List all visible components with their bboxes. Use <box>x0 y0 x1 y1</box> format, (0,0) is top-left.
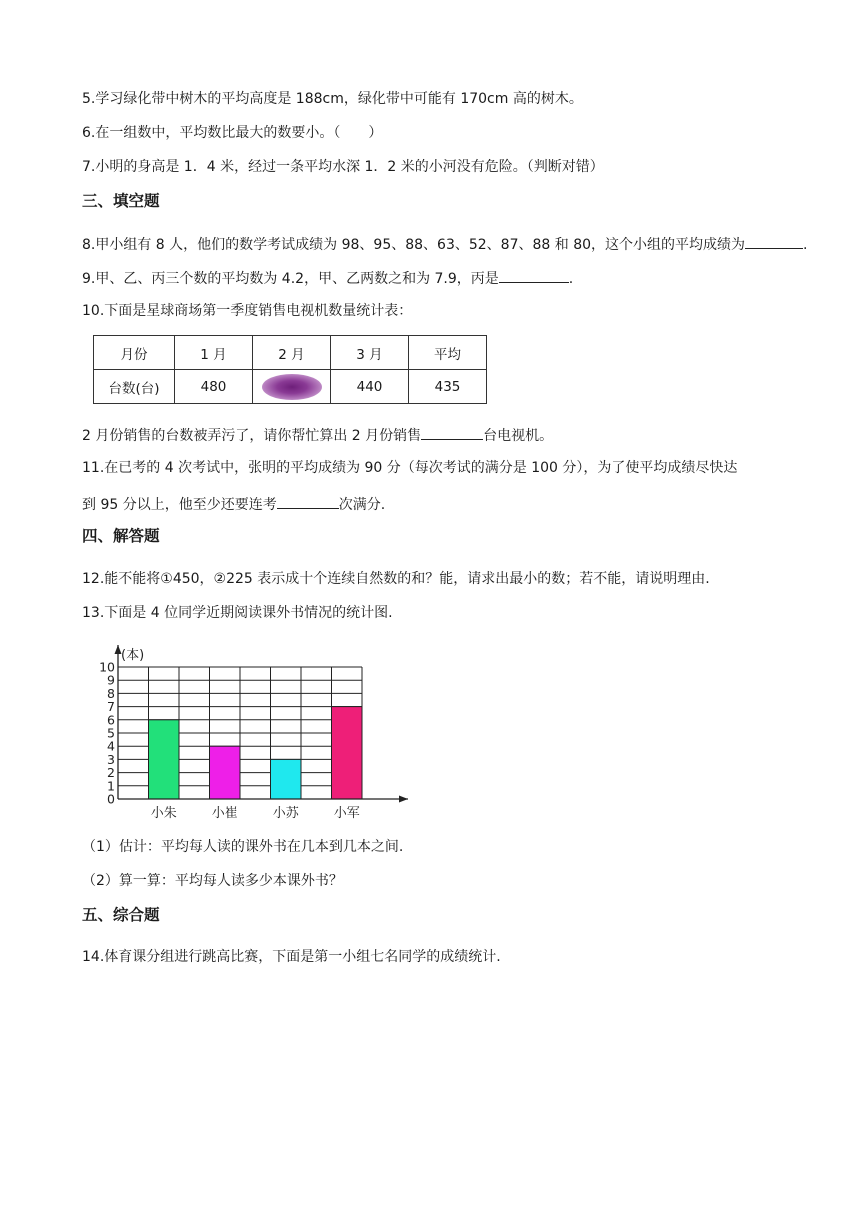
y-tick-label: 5 <box>107 725 115 741</box>
question-8-text: 8.甲小组有 8 人，他们的数学考试成绩为 98、95、88、63、52、87、88 和 80，这个小组的平均成绩为 <box>82 237 746 253</box>
table-cell: 3 月 <box>331 336 409 370</box>
question-6: 6.在一组数中，平均数比最大的数要小。（ ） <box>82 125 383 141</box>
question-5: 5.学习绿化带中树木的平均高度是 188cm，绿化带中可能有 170cm 高的树木。 <box>82 91 583 107</box>
question-8 <box>82 233 807 255</box>
x-category-label: 小崔 <box>211 806 238 821</box>
answer-blank <box>745 233 803 249</box>
y-tick-label: 9 <box>107 672 115 688</box>
sales-table <box>93 335 487 404</box>
x-category-label: 小苏 <box>272 806 299 821</box>
question-8-end: . <box>803 237 808 253</box>
answer-blank <box>421 424 483 440</box>
bar-小军 <box>332 707 363 799</box>
question-13: 13.下面是 4 位同学近期阅读课外书情况的统计图. <box>82 605 393 621</box>
question-11-line-2 <box>82 493 385 515</box>
table-header-row <box>94 336 487 370</box>
question-10-intro: 10.下面是星球商场第一季度销售电视机数量统计表： <box>82 303 413 319</box>
question-10-text-b: 台电视机。 <box>483 428 554 444</box>
question-11-line-1: 11.在已考的 4 次考试中，张明的平均成绩为 90 分（每次考试的满分是 100 分），为了使平均成绩尽快达 <box>82 460 738 476</box>
question-9-end: . <box>568 271 574 287</box>
y-tick-label: 1 <box>107 778 115 794</box>
table-cell: 台数(台) <box>94 370 175 404</box>
y-tick-label: 8 <box>107 685 115 701</box>
bar-小朱 <box>149 720 180 799</box>
y-tick-label: 6 <box>107 712 115 728</box>
bar-小苏 <box>271 759 302 799</box>
table-cell: 1 月 <box>175 336 253 370</box>
y-tick-label: 7 <box>107 699 115 715</box>
question-12: 12.能不能将①450，②225 表示成十个连续自然数的和？能，请求出最小的数；若不能，请说明理由. <box>82 571 710 587</box>
x-category-label: 小朱 <box>150 806 177 821</box>
section-5-heading: 五、综合题 <box>82 906 160 924</box>
ink-smudge <box>262 374 322 400</box>
table-cell: 440 <box>331 370 409 404</box>
table-cell: 480 <box>175 370 253 404</box>
bar-chart <box>88 640 428 830</box>
answer-blank <box>499 267 569 283</box>
bar-小崔 <box>210 746 241 799</box>
section-3-heading: 三、填空题 <box>82 192 160 210</box>
table-cell: 2 月 <box>253 336 331 370</box>
y-tick-label: 4 <box>107 738 115 754</box>
y-tick-label: 2 <box>107 765 115 781</box>
answer-blank <box>277 493 339 509</box>
question-11-text-a: 到 95 分以上，他至少还要连考 <box>82 497 277 513</box>
y-tick-label: 10 <box>99 659 115 675</box>
question-13-part-1: （1）估计：平均每人读的课外书在几本到几本之间. <box>82 839 404 855</box>
y-tick-label: 0 <box>107 791 115 807</box>
y-tick-label: 3 <box>107 751 115 767</box>
table-row <box>94 370 487 404</box>
table-cell: 平均 <box>409 336 487 370</box>
section-4-heading: 四、解答题 <box>82 527 160 545</box>
question-11-text-b: 次满分. <box>338 497 386 513</box>
table-cell: 月份 <box>94 336 175 370</box>
table-cell-smudged <box>253 370 331 404</box>
question-10-followup <box>82 424 553 446</box>
question-14: 14.体育课分组进行跳高比赛，下面是第一小组七名同学的成绩统计. <box>82 949 501 965</box>
y-axis-label: (本) <box>121 648 145 663</box>
question-10-text-a: 2 月份销售的台数被弄污了，请你帮忙算出 2 月份销售 <box>82 428 422 444</box>
question-9 <box>82 267 573 289</box>
question-7: 7.小明的身高是 1．4 米，经过一条平均水深 1．2 米的小河没有危险。（判断对错） <box>82 159 604 175</box>
question-13-part-2: （2）算一算：平均每人读多少本课外书？ <box>82 873 343 889</box>
table-cell: 435 <box>409 370 487 404</box>
question-9-text: 9.甲、乙、丙三个数的平均数为 4.2，甲、乙两数之和为 7.9，丙是 <box>82 271 499 287</box>
x-category-label: 小军 <box>333 806 360 821</box>
x-axis-arrow <box>399 796 408 803</box>
